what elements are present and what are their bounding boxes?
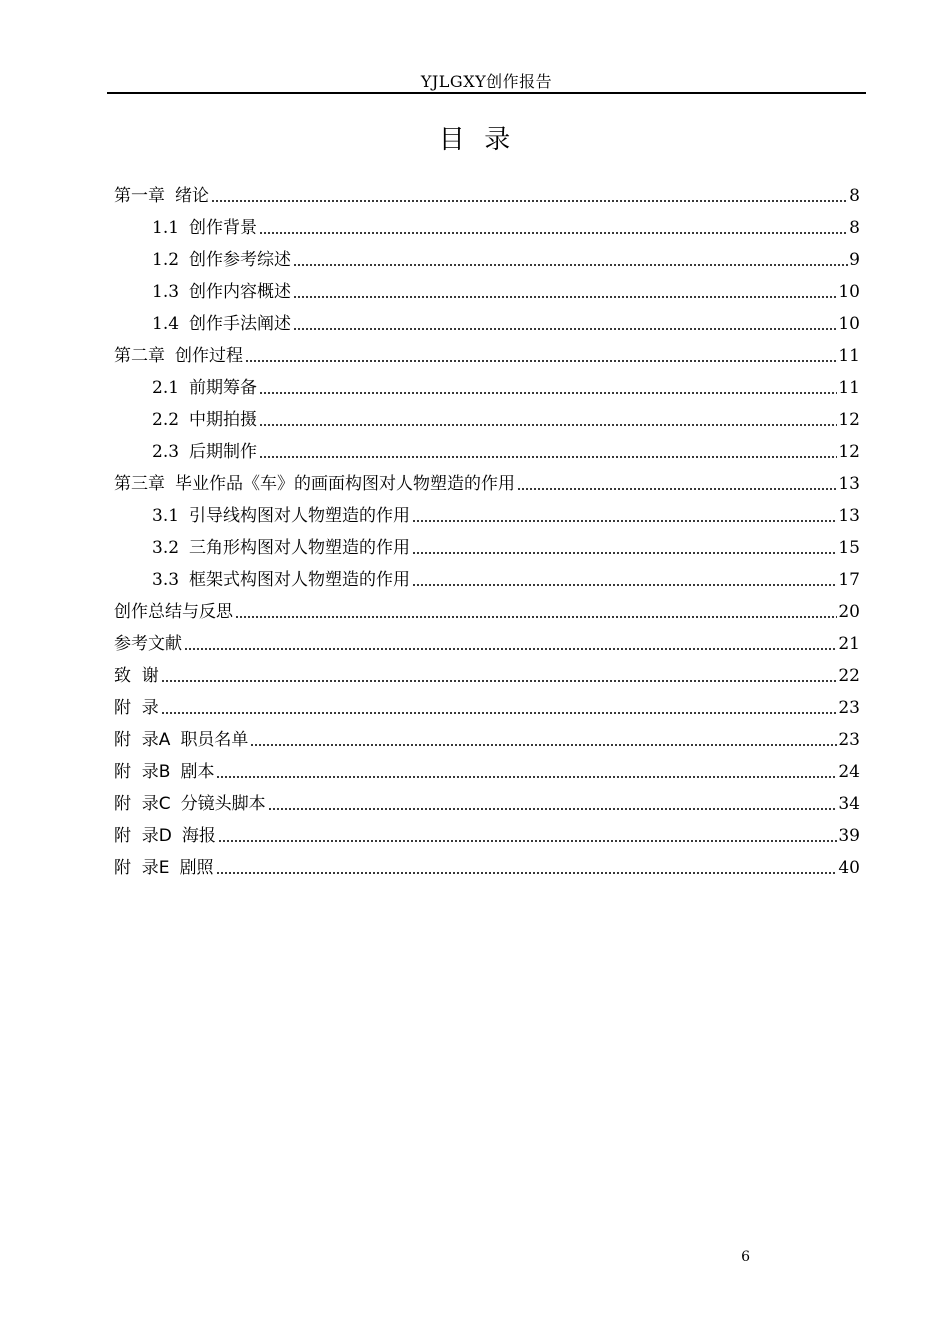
- toc-dot-leader: [211, 199, 848, 203]
- toc-entry-label: [152, 279, 291, 305]
- toc-entry[interactable]: [152, 375, 860, 401]
- toc-dot-leader: [412, 519, 837, 523]
- toc-entry-title: 三角形构图对人物塑造的作用: [189, 538, 411, 558]
- toc-entry-title: 剧照: [179, 858, 214, 878]
- toc-entry-number: 2.2: [152, 410, 180, 430]
- toc-entry-page: 34: [838, 794, 860, 814]
- toc-dot-leader: [268, 807, 838, 811]
- toc-dot-leader: [235, 615, 837, 619]
- toc-entry-number: 1.4: [152, 314, 180, 334]
- toc-dot-leader: [293, 327, 837, 331]
- toc-entry-title: 分镜头脚本: [180, 794, 266, 814]
- toc-dot-leader: [216, 871, 838, 875]
- header-title: YJLGXY创作报告: [420, 72, 553, 91]
- toc-entry[interactable]: [152, 215, 860, 241]
- toc-entry-label: [152, 311, 291, 337]
- toc-dot-leader: [293, 295, 837, 299]
- toc-dot-leader: [184, 647, 837, 651]
- toc-entry-label: [114, 855, 214, 881]
- toc-entry-label: [114, 759, 214, 785]
- toc-entry-label: [152, 407, 257, 433]
- toc-dot-leader: [259, 455, 837, 459]
- toc-entry-page: 10: [838, 314, 860, 334]
- toc-entry-page: 22: [838, 666, 860, 686]
- toc-entry[interactable]: [152, 407, 860, 433]
- toc-entry-label: [114, 727, 248, 753]
- toc-entry-label: [114, 343, 243, 369]
- toc-entry-number: 第二章: [114, 346, 165, 366]
- toc-entry-label: [152, 439, 257, 465]
- toc-entry-title: 创作内容概述: [189, 282, 292, 302]
- page-number: 6: [741, 1249, 750, 1265]
- toc-entry-page: 12: [838, 442, 860, 462]
- toc-entry-number: 附 录A: [114, 730, 171, 750]
- toc-entry-page: 21: [838, 634, 860, 654]
- toc-entry-page: 13: [838, 474, 860, 494]
- toc-entry-label: [152, 503, 410, 529]
- toc-entry-title: 创作过程: [175, 346, 243, 366]
- toc-dot-leader: [161, 711, 838, 715]
- toc-entry-label: [114, 183, 209, 209]
- toc-entry-number: 附 录B: [114, 762, 171, 782]
- toc-entry-number: 3.3: [152, 570, 180, 590]
- header-rule: [107, 92, 866, 94]
- toc-entry-label: [152, 247, 291, 273]
- toc-entry[interactable]: [152, 535, 860, 561]
- toc-entry-title: 致 谢: [114, 666, 159, 686]
- toc-entry-number: 1.2: [152, 250, 180, 270]
- toc-entry-page: 10: [838, 282, 860, 302]
- toc-entry-number: 附 录C: [114, 794, 171, 814]
- toc-entry-page: 24: [838, 762, 860, 782]
- toc-entry-title: 职员名单: [180, 730, 249, 750]
- toc-entry-page: 13: [838, 506, 860, 526]
- toc-entry[interactable]: [114, 727, 860, 753]
- toc-entry[interactable]: [152, 247, 860, 273]
- toc-entry[interactable]: [114, 343, 860, 369]
- toc-entry-label: [152, 535, 410, 561]
- toc-entry-title: 参考文献: [114, 634, 182, 654]
- toc-entry-title: 毕业作品《车》的画面构图对人物塑造的作用: [175, 474, 515, 494]
- toc-entry-title: 海报: [181, 826, 216, 846]
- toc-dot-leader: [161, 679, 838, 683]
- toc-entry-label: [152, 215, 257, 241]
- toc-entry-title: 前期筹备: [189, 378, 258, 398]
- toc-entry-label: [114, 663, 159, 689]
- toc-entry-label: [152, 567, 410, 593]
- toc-entry[interactable]: [114, 663, 860, 689]
- page-header: [107, 70, 866, 93]
- toc-entry-label: [114, 471, 515, 497]
- toc-entry-number: 1.3: [152, 282, 180, 302]
- toc-entry-page: 9: [849, 250, 860, 270]
- toc-entry-page: 23: [838, 730, 860, 750]
- toc-entry-number: 2.3: [152, 442, 180, 462]
- toc-entry-label: [152, 375, 257, 401]
- toc-entry[interactable]: [114, 471, 860, 497]
- toc-entry[interactable]: [114, 823, 860, 849]
- toc-entry-page: 39: [838, 826, 860, 846]
- toc-entry-page: 12: [838, 410, 860, 430]
- toc-entry-number: 3.1: [152, 506, 180, 526]
- toc-dot-leader: [218, 839, 837, 843]
- toc-entry[interactable]: [152, 279, 860, 305]
- toc-dot-leader: [412, 551, 837, 555]
- toc-entry[interactable]: [114, 695, 860, 721]
- toc-entry-page: 23: [838, 698, 860, 718]
- toc-entry-number: 第一章: [114, 186, 165, 206]
- toc-entry-title: 后期制作: [189, 442, 258, 462]
- toc-entry-number: 附 录E: [114, 858, 170, 878]
- toc-dot-leader: [517, 487, 837, 491]
- toc-entry-title: 创作手法阐述: [189, 314, 292, 334]
- toc-entry-title: 引导线构图对人物塑造的作用: [189, 506, 411, 526]
- toc-entry-label: [114, 695, 159, 721]
- toc-entry-label: [114, 791, 266, 817]
- toc-entry-label: [114, 631, 182, 657]
- toc-title: 目 录: [438, 125, 512, 155]
- toc-dot-leader: [259, 423, 837, 427]
- toc-entry[interactable]: [114, 791, 860, 817]
- toc-entry-page: 11: [838, 346, 860, 366]
- toc-entry-title: 剧本: [180, 762, 215, 782]
- toc-entry[interactable]: [114, 631, 860, 657]
- toc-entry-number: 2.1: [152, 378, 180, 398]
- toc-entry-title: 中期拍摄: [189, 410, 258, 430]
- toc-entry-title: 创作总结与反思: [114, 602, 233, 622]
- toc-entry-page: 11: [838, 378, 860, 398]
- toc-entry-number: 1.1: [152, 218, 180, 238]
- toc-entry-page: 15: [838, 538, 860, 558]
- toc-entry-page: 8: [849, 218, 860, 238]
- toc-entry-page: 17: [838, 570, 860, 590]
- toc-dot-leader: [216, 775, 837, 779]
- toc-dot-leader: [245, 359, 837, 363]
- toc-dot-leader: [412, 583, 837, 587]
- toc-dot-leader: [293, 263, 848, 267]
- toc-entry-number: 附 录D: [114, 826, 172, 846]
- toc-entry[interactable]: [152, 503, 860, 529]
- toc-entry-label: [114, 599, 233, 625]
- toc-entry[interactable]: [114, 183, 860, 209]
- toc-entry[interactable]: [152, 439, 860, 465]
- toc-entry-page: 8: [849, 186, 860, 206]
- toc-entry[interactable]: [152, 311, 860, 337]
- toc-entry[interactable]: [114, 759, 860, 785]
- toc-entry-label: [114, 823, 216, 849]
- toc-entry-page: 40: [838, 858, 860, 878]
- toc-dot-leader: [259, 231, 848, 235]
- toc-dot-leader: [250, 743, 837, 747]
- toc-entry-number: 第三章: [114, 474, 165, 494]
- toc-entry[interactable]: [152, 567, 860, 593]
- toc-dot-leader: [259, 391, 837, 395]
- toc-entry-number: 3.2: [152, 538, 180, 558]
- toc-entry-title: 创作背景: [189, 218, 258, 238]
- toc-entry[interactable]: [114, 599, 860, 625]
- toc-entry-title: 附 录: [114, 698, 159, 718]
- toc-entry-title: 绪论: [175, 186, 209, 206]
- toc-entry[interactable]: [114, 855, 860, 881]
- toc-entry-title: 创作参考综述: [189, 250, 292, 270]
- toc-entry-title: 框架式构图对人物塑造的作用: [189, 570, 411, 590]
- page-footer: [0, 1247, 750, 1267]
- toc-entry-page: 20: [838, 602, 860, 622]
